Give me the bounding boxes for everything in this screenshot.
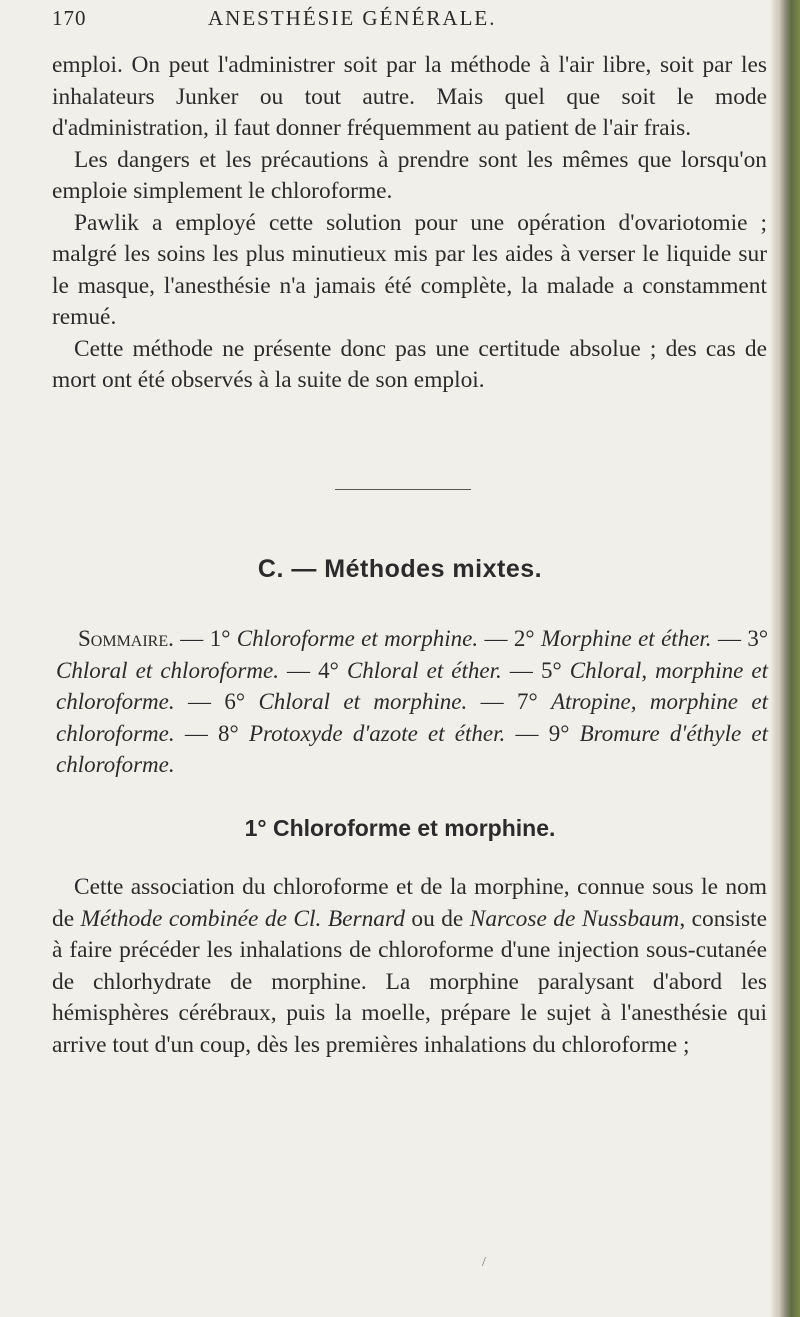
summary-item: Chloral et chloroforme.	[56, 657, 279, 683]
page-edge	[778, 0, 800, 1317]
paragraph: Pawlik a employé cette solution pour une opération d'ovariotomie ; malgré les soins les plus minutieux mis par les aides à verser le liquide sur le masque, l'anesthésie n'a jamais été complète, la malade a constamment remué.	[52, 209, 767, 330]
page-number: 170	[52, 6, 87, 30]
text-run: ou de	[404, 905, 470, 932]
summary: Sommaire. — 1° Chloroforme et morphine. — 2° Morphine et éther. — 3° Chloral et chloroforme. — 4° Chloral et éther. — 5° Chloral, morphine et chloroforme. — 6° Chloral et morphine. — 7° Atropine, morphine et chloroforme. — 8° Protoxyde d'azote et éther. — 9° Bromure d'éthyle et chloroforme.	[56, 626, 769, 777]
summary-item-num: 6°	[224, 689, 246, 714]
summary-item-num: 3°	[747, 626, 769, 651]
page-shadow	[770, 0, 778, 1317]
summary-item-num: 5°	[540, 657, 562, 683]
subsection-title: 1° Chloroforme et morphine.	[244, 815, 556, 841]
summary-item: Protoxyde d'azote et éther.	[248, 720, 506, 746]
summary-label: Sommaire.	[78, 626, 174, 651]
text-run: Cette association du chloroforme et de la morphine, connue sous le nom de	[52, 874, 767, 932]
paragraph: Les dangers et les précautions à prendre sont les mêmes que lorsqu'on emploie simplement le chloroforme.	[52, 146, 767, 204]
paragraph: Cette méthode ne présente donc pas une certitude absolue ; des cas de mort ont été observés à la suite de son emploi.	[52, 335, 767, 393]
summary-item: Chloral et éther.	[346, 657, 502, 683]
summary-item: Chloral, morphine et chloroforme.	[56, 657, 769, 714]
summary-item-num: 4°	[318, 657, 339, 683]
summary-item: Chloroforme et morphine.	[236, 626, 479, 651]
subsection-text	[52, 872, 767, 1061]
paragraph: emploi. On peut l'administrer soit par la méthode à l'air libre, soit par les inhalateurs Junker ou tout autre. Mais quel que soit le mode d'administration, il faut donner fréquemment au patient de l'air frais.	[52, 52, 767, 141]
summary-item-num: 7°	[517, 689, 538, 714]
italic-term: Narcose de Nussbaum	[469, 905, 680, 932]
summary-item-num: 8°	[218, 720, 239, 746]
running-title: ANESTHÉSIE GÉNÉRALE.	[208, 6, 497, 30]
summary-item-num: 1°	[209, 626, 231, 651]
stray-mark: /	[482, 1255, 486, 1270]
summary-item-num: 9°	[548, 720, 570, 746]
summary-item-num: 2°	[513, 626, 535, 651]
italic-term: Méthode combinée de Cl. Bernard	[80, 905, 405, 932]
intro-text	[52, 50, 767, 397]
summary-item: Morphine et éther.	[541, 626, 712, 651]
summary-item: Atropine, morphine et chloroforme.	[56, 689, 768, 746]
summary-item: Bromure d'éthyle et chloroforme.	[56, 720, 769, 777]
section-title: C. — Méthodes mixtes.	[257, 555, 543, 583]
text-run: , consiste à faire précéder les inhalations de chloroforme d'une injection sous-cutanée de chlorhydrate de morphine. La morphine paralysant d'abord les hémisphères cérébraux, puis la moelle, prépare le sujet à l'anesthésie qui arrive tout d'un coup, dès les premières inhalations du chloroforme ;	[52, 905, 767, 1058]
running-header	[52, 6, 772, 32]
section-divider	[335, 489, 471, 490]
summary-item: Chloral et morphine.	[258, 689, 468, 714]
paragraph	[52, 872, 767, 1061]
